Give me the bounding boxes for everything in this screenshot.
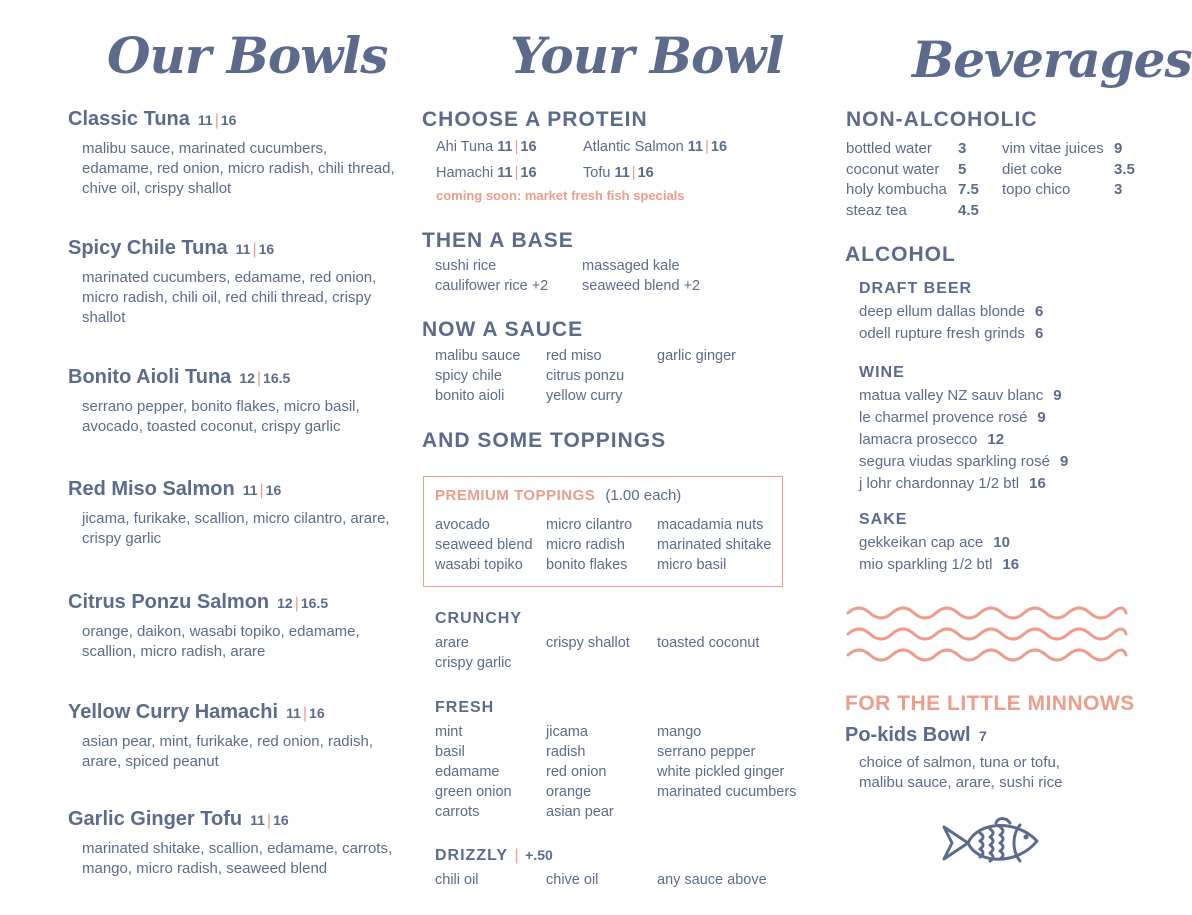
- bowl-item-header: [68, 591, 328, 614]
- bowl-item-header: [68, 478, 281, 501]
- price-separator: |: [259, 482, 264, 499]
- sake-item-name: gekkeikan cap ace: [859, 534, 984, 551]
- draft-beer-item-name: odell rupture fresh grinds: [859, 325, 1025, 342]
- premium-options: [435, 515, 807, 575]
- bowl-item-name: Red Miso Salmon: [68, 478, 235, 500]
- fresh-topping-option: orange: [546, 784, 592, 800]
- sake-item: [859, 533, 1019, 555]
- fish-icon: [938, 815, 1042, 871]
- bowl-item-name: Bonito Aioli Tuna: [68, 366, 232, 388]
- bowl-item-name: Citrus Ponzu Salmon: [68, 591, 270, 613]
- crunchy-heading: CRUNCHY: [435, 610, 522, 627]
- bowl-price-small: 11: [235, 241, 251, 257]
- non-alcoholic-item-name: bottled water: [846, 140, 932, 157]
- sake-item-price: 16: [1002, 556, 1020, 573]
- fresh-topping-option: jicama: [546, 724, 588, 740]
- fresh-topping-option: mint: [435, 724, 463, 740]
- bowl-price-large: 16: [273, 812, 289, 828]
- fresh-topping-option: mango: [657, 724, 702, 740]
- protein-item: Ahi Tuna 11 | 16: [436, 139, 537, 155]
- kids-item-price: 7: [979, 728, 987, 744]
- sauce-option: [657, 386, 807, 406]
- price-separator: |: [256, 370, 262, 387]
- fresh-topping-option: carrots: [435, 804, 480, 820]
- kids-item-name: Po-kids Bowl: [845, 724, 971, 746]
- bowl-price-small: 12: [277, 595, 293, 611]
- premium-topping-option: wasabi topiko: [435, 557, 523, 573]
- bowl-item-desc: serrano pepper, bonito flakes, micro basil, avocado, toasted coconut, crispy garlic: [82, 398, 360, 435]
- premium-topping-option: micro radish: [546, 537, 625, 553]
- sauce-option: bonito aioli: [435, 388, 505, 404]
- drizzly-heading-row: DRIZZLY | +.50: [435, 847, 553, 864]
- bowl-item-header: [68, 808, 289, 831]
- kids-heading: FOR THE LITTLE MINNOWS: [845, 692, 1135, 715]
- wine-item: [859, 408, 1068, 430]
- wine-item-price: 16: [1029, 475, 1046, 492]
- bowl-price-small: 11: [250, 812, 265, 828]
- premium-topping-option: micro basil: [657, 557, 727, 573]
- base-option: seaweed blend +2: [582, 278, 701, 294]
- draft-beer-item-price: 6: [1034, 325, 1044, 342]
- bowl-item-desc: orange, daikon, wasabi topiko, edamame, scallion, micro radish, arare: [82, 623, 360, 660]
- bowl-item-header: [68, 701, 325, 724]
- bowl-item-desc: jicama, furikake, scallion, micro cilantro, arare, crispy garlic: [82, 510, 390, 547]
- base-options: [435, 256, 742, 296]
- wine-item-price: 9: [1053, 387, 1062, 404]
- premium-topping-option: macadamia nuts: [657, 517, 764, 533]
- premium-heading-row: [435, 487, 681, 504]
- fresh-topping-option: marinated cucumbers: [657, 784, 797, 800]
- non-alcoholic-item: [846, 201, 986, 222]
- toppings-heading: AND SOME TOPPINGS: [422, 429, 667, 452]
- kids-item-desc: choice of salmon, tuna or tofu, malibu sauce, arare, sushi rice: [859, 754, 1063, 791]
- wine-item: [859, 386, 1068, 408]
- wine-item-name: le charmel provence rosé: [859, 409, 1028, 426]
- fresh-topping-option: white pickled ginger: [657, 764, 785, 780]
- non-alcoholic-col2: [1002, 139, 1137, 201]
- non-alcoholic-item: [846, 180, 986, 201]
- sake-item: [859, 555, 1019, 577]
- drizzly-options: [435, 870, 807, 890]
- drizzly-option: chili oil: [435, 872, 479, 888]
- alcohol-heading: ALCOHOL: [845, 243, 956, 266]
- crunchy-topping-option: [546, 653, 657, 673]
- sauce-heading: NOW A SAUCE: [422, 318, 584, 341]
- draft-beer-list: [859, 302, 1043, 346]
- non-alcoholic-item: [1002, 160, 1137, 181]
- drizzly-price: +.50: [525, 847, 553, 863]
- premium-heading: PREMIUM TOPPINGS: [435, 487, 596, 504]
- bowl-price-large: 16: [309, 705, 325, 721]
- non-alcoholic-item-price: 9: [1114, 140, 1123, 157]
- draft-beer-item: [859, 302, 1043, 324]
- sauce-option: [657, 366, 807, 386]
- wine-item: [859, 452, 1068, 474]
- bowl-price-small: 11: [286, 705, 301, 721]
- non-alcoholic-item-price: 3.5: [1114, 160, 1135, 178]
- bowl-item-desc: marinated shitake, scallion, edamame, carrots, mango, micro radish, seaweed blend: [82, 840, 393, 877]
- non-alcoholic-item-name: coconut water: [846, 160, 940, 178]
- non-alcoholic-item-price: 3: [958, 140, 967, 157]
- our-bowls-title: Our Bowls: [107, 26, 388, 85]
- your-bowl-title: Your Bowl: [510, 26, 784, 85]
- bowl-item-header: [68, 108, 236, 131]
- crunchy-topping-option: toasted coconut: [657, 635, 760, 651]
- sauce-option: citrus ponzu: [546, 368, 625, 384]
- premium-topping-option: micro cilantro: [546, 517, 633, 533]
- protein-item: Tofu 11 | 16: [583, 165, 654, 181]
- sake-item-name: mio sparkling 1/2 btl: [859, 556, 993, 573]
- bowl-item-desc: marinated cucumbers, edamame, red onion, micro radish, chili oil, red chili thread, crispy shallot: [82, 269, 377, 326]
- bowl-price-large: 16: [220, 112, 237, 128]
- draft-beer-item: [859, 324, 1043, 346]
- draft-beer-item-price: 6: [1034, 303, 1044, 320]
- drizzly-heading: DRIZZLY: [435, 847, 509, 864]
- bowl-price-large: 16: [265, 482, 282, 498]
- price-separator: |: [214, 112, 219, 129]
- non-alcoholic-item-name: topo chico: [1002, 181, 1071, 198]
- fresh-topping-option: serrano pepper: [657, 744, 756, 760]
- sauce-options: [435, 346, 807, 406]
- wine-item: [859, 474, 1068, 496]
- bowl-price-small: 11: [197, 112, 213, 128]
- bowl-price-large: 16.5: [263, 370, 291, 386]
- bowl-price-small: 11: [242, 482, 258, 498]
- sauce-option: garlic ginger: [657, 348, 736, 364]
- sake-heading: SAKE: [859, 511, 908, 528]
- crunchy-topping-option: crispy shallot: [546, 635, 630, 651]
- fresh-topping-option: basil: [435, 744, 465, 760]
- base-option: caulifower rice +2: [435, 278, 549, 294]
- premium-topping-option: bonito flakes: [546, 557, 628, 573]
- wine-item-name: matua valley NZ sauv blanc: [859, 387, 1044, 404]
- fresh-topping-option: red onion: [546, 764, 607, 780]
- bowl-item-header: [68, 237, 274, 260]
- wine-item-price: 9: [1059, 453, 1069, 470]
- fresh-options: [435, 722, 807, 822]
- non-alcoholic-item: [846, 160, 986, 181]
- non-alcoholic-item-price: 4.5: [958, 201, 979, 219]
- premium-price: (1.00 each): [605, 487, 682, 504]
- non-alcoholic-col1: [846, 139, 986, 221]
- non-alcoholic-item-price: 3: [1114, 181, 1123, 198]
- non-alcoholic-item-name: steaz tea: [846, 201, 907, 219]
- wine-item-price: 9: [1037, 409, 1046, 426]
- base-heading: THEN A BASE: [422, 229, 574, 252]
- crunchy-topping-option: [657, 653, 807, 673]
- fresh-topping-option: green onion: [435, 784, 512, 800]
- price-separator: |: [266, 812, 272, 829]
- fresh-heading: FRESH: [435, 699, 495, 716]
- non-alcoholic-item-name: vim vitae juices: [1002, 140, 1104, 157]
- premium-topping-option: seaweed blend: [435, 537, 533, 553]
- bowl-price-large: 16.5: [300, 595, 329, 611]
- bowl-item-desc: malibu sauce, marinated cucumbers, edamame, red onion, micro radish, chili thread, chive oil, crispy shallot: [82, 140, 395, 197]
- non-alcoholic-item-price: 7.5: [958, 181, 979, 198]
- wine-item-name: segura viudas sparkling rosé: [859, 453, 1050, 470]
- sauce-option: yellow curry: [546, 388, 623, 404]
- non-alcoholic-item: [1002, 180, 1137, 201]
- protein-item: Atlantic Salmon 11 | 16: [583, 139, 728, 155]
- wine-item-name: lamacra prosecco: [859, 431, 978, 448]
- bowl-item-name: Classic Tuna: [68, 108, 190, 130]
- protein-item: Hamachi 11 | 16: [436, 165, 537, 181]
- sauce-option: malibu sauce: [435, 348, 521, 364]
- premium-topping-option: marinated shitake: [657, 537, 772, 553]
- kids-item: [845, 724, 987, 747]
- draft-beer-heading: DRAFT BEER: [859, 280, 973, 297]
- premium-topping-option: avocado: [435, 517, 490, 533]
- fresh-topping-option: edamame: [435, 764, 500, 780]
- base-option: massaged kale: [582, 258, 680, 274]
- non-alcoholic-item: [846, 139, 986, 160]
- wine-item: [859, 430, 1068, 452]
- fresh-topping-option: asian pear: [546, 804, 614, 820]
- bowl-item-name: Yellow Curry Hamachi: [68, 701, 279, 723]
- price-separator: |: [294, 595, 299, 612]
- wine-list: [859, 386, 1068, 496]
- beverages-title: Beverages: [912, 30, 1192, 89]
- wine-heading: WINE: [859, 364, 905, 381]
- fresh-topping-option: [657, 802, 807, 822]
- bowl-price-small: 12: [239, 370, 255, 386]
- bowl-price-large: 16: [258, 241, 275, 257]
- drizzly-option: any sauce above: [657, 872, 767, 888]
- non-alcoholic-item: [1002, 139, 1137, 160]
- price-separator: |: [252, 241, 257, 258]
- bowl-item-header: [68, 366, 290, 389]
- wave-decoration-icon: [846, 603, 1128, 665]
- coming-soon-note: coming soon: market fresh fish specials: [436, 188, 685, 203]
- non-alcoholic-item-name: diet coke: [1002, 160, 1063, 178]
- bowl-item-desc: asian pear, mint, furikake, red onion, radish, arare, spiced peanut: [82, 733, 373, 770]
- wine-item-price: 12: [987, 431, 1005, 448]
- crunchy-topping-option: arare: [435, 635, 469, 651]
- draft-beer-item-name: deep ellum dallas blonde: [859, 303, 1025, 320]
- fresh-topping-option: radish: [546, 744, 586, 760]
- crunchy-topping-option: crispy garlic: [435, 655, 512, 671]
- non-alcoholic-item-name: holy kombucha: [846, 181, 947, 198]
- drizzly-option: chive oil: [546, 872, 599, 888]
- non-alcoholic-item-price: 5: [958, 160, 967, 178]
- non-alcoholic-heading: NON-ALCOHOLIC: [846, 108, 1038, 131]
- sauce-option: spicy chile: [435, 368, 502, 384]
- protein-heading: CHOOSE A PROTEIN: [422, 108, 648, 131]
- base-option: sushi rice: [435, 258, 497, 274]
- crunchy-options: [435, 633, 807, 673]
- sake-item-price: 10: [993, 534, 1010, 551]
- bowl-item-name: Garlic Ginger Tofu: [68, 808, 243, 830]
- sauce-option: red miso: [546, 348, 602, 364]
- wine-item-name: j lohr chardonnay 1/2 btl: [859, 475, 1020, 492]
- sake-list: [859, 533, 1019, 577]
- price-separator: |: [302, 705, 308, 722]
- bowl-item-name: Spicy Chile Tuna: [68, 237, 228, 259]
